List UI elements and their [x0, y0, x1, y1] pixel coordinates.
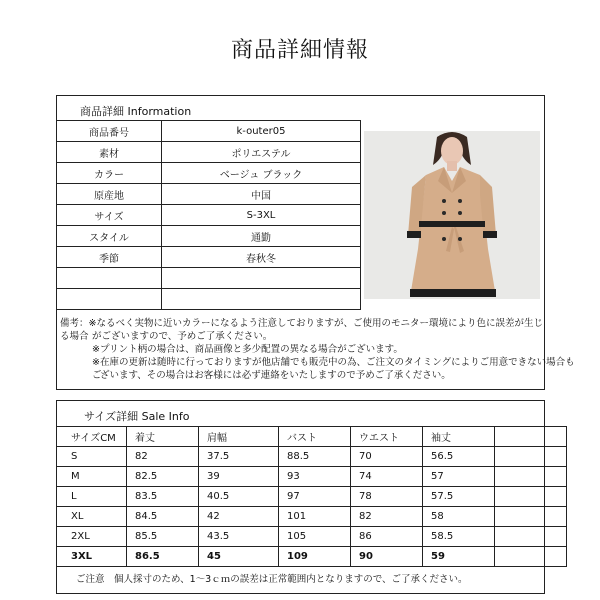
- size-cell: 82: [127, 447, 199, 467]
- size-cell: 45: [199, 547, 279, 567]
- info-row: [57, 268, 361, 289]
- size-cell: 3XL: [57, 547, 127, 567]
- note-line-3: ※プリント柄の場合は、商品画像と多少配置の異なる場合がございます。: [92, 344, 403, 355]
- info-value: 中国: [162, 184, 361, 205]
- size-cell: 82.5: [127, 467, 199, 487]
- size-cell: [495, 447, 567, 467]
- size-column-header: 着丈: [127, 427, 199, 447]
- size-cell: 101: [279, 507, 351, 527]
- size-cell: 40.5: [199, 487, 279, 507]
- size-cell: 58: [423, 507, 495, 527]
- size-cell: 86: [351, 527, 423, 547]
- size-cell: M: [57, 467, 127, 487]
- size-cell: 70: [351, 447, 423, 467]
- size-row: [57, 487, 567, 507]
- size-cell: 59: [423, 547, 495, 567]
- size-column-header: 肩幅: [199, 427, 279, 447]
- size-column-header: サイズCM: [57, 427, 127, 447]
- size-cell: [495, 507, 567, 527]
- size-cell: 97: [279, 487, 351, 507]
- info-label: 素材: [57, 142, 162, 163]
- info-value: 通勤: [162, 226, 361, 247]
- size-cell: 83.5: [127, 487, 199, 507]
- size-row: [57, 447, 567, 467]
- info-label: [57, 268, 162, 289]
- size-column-header: バスト: [279, 427, 351, 447]
- info-label: カラー: [57, 163, 162, 184]
- info-row: [57, 289, 361, 310]
- size-row: [57, 527, 567, 547]
- info-row: [57, 163, 361, 184]
- size-cell: 85.5: [127, 527, 199, 547]
- note-line-1: 備考：※なるべく実物に近いカラーになるよう注意しておりますが、ご使用のモニター環境により色に誤差が生じる場合: [60, 318, 543, 342]
- size-cell: 109: [279, 547, 351, 567]
- info-value: ポリエステル: [162, 142, 361, 163]
- size-cell: 78: [351, 487, 423, 507]
- info-label: 季節: [57, 247, 162, 268]
- info-row: [57, 142, 361, 163]
- note-line-2: がございますので、予めご了承ください。: [92, 331, 273, 342]
- info-value: ベージュ ブラック: [162, 163, 361, 184]
- size-table: [56, 426, 567, 567]
- size-cell: 56.5: [423, 447, 495, 467]
- info-value: k-outer05: [162, 121, 361, 142]
- page-title: 商品詳細情報: [230, 38, 369, 63]
- size-cell: 57: [423, 467, 495, 487]
- size-column-header: [495, 427, 567, 447]
- info-value: 春秋冬: [162, 247, 361, 268]
- info-label: スタイル: [57, 226, 162, 247]
- product-info-table: [56, 120, 361, 310]
- product-photo: [364, 131, 540, 299]
- size-cell: [495, 527, 567, 547]
- size-cell: 43.5: [199, 527, 279, 547]
- info-label: [57, 289, 162, 310]
- size-row: [57, 547, 567, 567]
- info-value: [162, 268, 361, 289]
- info-section-header: 商品詳細 Information: [80, 105, 192, 118]
- size-column-header: ウエスト: [351, 427, 423, 447]
- info-label: 商品番号: [57, 121, 162, 142]
- info-value: [162, 289, 361, 310]
- size-cell: 82: [351, 507, 423, 527]
- size-cell: 93: [279, 467, 351, 487]
- size-cell: 90: [351, 547, 423, 567]
- info-row: [57, 247, 361, 268]
- size-cell: 58.5: [423, 527, 495, 547]
- info-row: [57, 205, 361, 226]
- size-cell: L: [57, 487, 127, 507]
- size-column-header: 袖丈: [423, 427, 495, 447]
- info-label: 原産地: [57, 184, 162, 205]
- size-cell: 88.5: [279, 447, 351, 467]
- size-cell: 86.5: [127, 547, 199, 567]
- info-row: [57, 226, 361, 247]
- size-section-header: サイズ詳細 Sale Info: [84, 410, 190, 423]
- size-cell: 2XL: [57, 527, 127, 547]
- info-value: S-3XL: [162, 205, 361, 226]
- info-label: サイズ: [57, 205, 162, 226]
- size-cell: [495, 487, 567, 507]
- size-cell: 74: [351, 467, 423, 487]
- size-cell: 57.5: [423, 487, 495, 507]
- note-line-5: ざいます、その場合はお客様には必ず連絡をいたしますので予めご了承ください。: [100, 370, 451, 381]
- size-row: [57, 507, 567, 527]
- size-cell: 37.5: [199, 447, 279, 467]
- size-cell: [495, 467, 567, 487]
- size-cell: 84.5: [127, 507, 199, 527]
- size-cell: XL: [57, 507, 127, 527]
- size-cell: 105: [279, 527, 351, 547]
- size-row: [57, 467, 567, 487]
- size-cell: 39: [199, 467, 279, 487]
- info-row: [57, 121, 361, 142]
- size-cell: [495, 547, 567, 567]
- size-cell: S: [57, 447, 127, 467]
- model-in-trench-coat-image: [364, 131, 540, 299]
- size-cell: 42: [199, 507, 279, 527]
- info-row: [57, 184, 361, 205]
- note-line-4: ※在庫の更新は随時に行っておりますが他店舗でも販売中の為、ご注文のタイミングによりご用意できない場合もご: [92, 357, 575, 381]
- size-footnote: ご注意 個人採寸のため、1～3ｃｍの誤差は正常範囲内となりますので、ご了承ください。: [76, 574, 468, 585]
